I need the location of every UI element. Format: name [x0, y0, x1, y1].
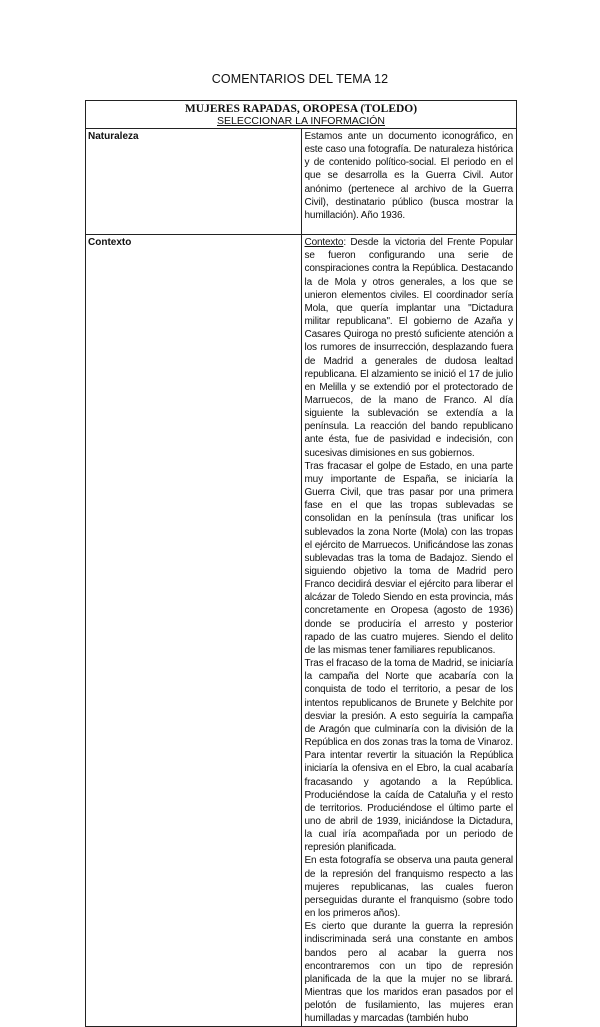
table-row-contexto	[86, 235, 517, 1027]
content-paragraph: Tras fracasar el golpe de Estado, en una parte muy importante de España, se iniciaría la Guerra Civil, que tras pasar por una primera fase en el que las tropas sublevadas se consolidan en la península (tras unificar los sublevados la zona Norte (Mola) con las tropas el ejército de Marruecos. Unificándose las zonas sublevadas tras la toma de Badajoz. Siendo el siguiendo objetivo la toma de Madrid pero Franco decidirá desviar el ejército para liberar el alcázar de Toledo Siendo en esta provincia, más concretamente en Oropesa (agosto de 1936) donde se produciría el arresto y posterior rapado de las cuatro mujeres. Siendo el delito de las mismas tener familiares republicanos.	[304, 460, 513, 656]
row-label: Naturaleza	[86, 129, 302, 235]
row-content-naturaleza	[301, 129, 517, 235]
content-paragraph: Tras el fracaso de la toma de Madrid, se iniciaría la campaña del Norte que acabaría con la conquista de todo el territorio, a pesar de los intentos republicanos de Brunete y Belchite por desviar la presión. A esto seguiría la campaña de Aragón que culminaría con la división de la República en dos zonas tras la toma de Vinaroz. Para intentar revertir la situación la República iniciaría la ofensiva en el Ebro, la cual acabaría fracasando y agotando a la República. Produciéndose la caída de Cataluña y el resto de territorios. Produciéndose el último parte el uno de abril de 1939, iniciándose la Dictadura, la cual iría acompañada por un periodo de represión planificada.	[304, 658, 513, 854]
document-title: COMENTARIOS DEL TEMA 12	[211, 72, 389, 86]
content-paragraph: Es cierto que durante la guerra la represión indiscriminada será una constante en ambos bandos pero al acabar la guerra nos encontraremos con un tipo de represión planificada de la que la mujer no se librará. Mientras que los maridos eran pasados por el pelotón de fusilamiento, las mujeres eran humilladas y marcadas (también hubo	[304, 921, 513, 1025]
table-subheading: SELECCIONAR LA INFORMACIÓN	[216, 115, 386, 127]
table-row-naturaleza	[86, 129, 517, 235]
contexto-lead: Contexto	[304, 237, 344, 249]
contexto-lead-text: : Desde la victoria del Frente Popular se fueron configurando una serie de conspiraciones contra la República. Destacando la de Mola y otros generales, a los que se unieron elementos civiles. El coordinador sería Mola, que quería implantar una "Dictadura militar republicana". El gobierno de Azaña y Casares Quiroga no prestó suficiente atención a los rumores de insurrección, desplazando fuera de Madrid a generales de dudosa lealtad republicana. El alzamiento se inició el 17 de julio en Melilla y se extendió por el protectorado de Marruecos, de la mano de Franco. Al día siguiente la sublevación se extendía a la península. La reacción del bando republicano ante ésta, fue de pasividad e indecisión, con sucesivas dimisiones en sus gobiernos.	[304, 237, 513, 459]
content-paragraph: En esta fotografía se observa una pauta general de la represión del franquismo respecto a las mujeres republicanas, las cuales fueron perseguidas durante el franquismo (sobre todo en los primeros años).	[304, 855, 513, 920]
table-heading: MUJERES RAPADAS, OROPESA (TOLEDO)	[184, 103, 418, 115]
row-label: Contexto	[86, 235, 302, 1027]
content-paragraph: Estamos ante un documento iconográfico, en este caso una fotografía. De naturaleza histórica y de contenido político-social. El periodo en el que se desarrolla es la Guerra Civil. Autor anónimo (pertenece al archivo de la Guerra Civil), destinatario público (busca mostrar la humillación). Año 1936.	[304, 131, 513, 221]
table-header-row	[86, 101, 517, 129]
row-content-contexto	[301, 235, 517, 1027]
commentary-table	[85, 100, 517, 1027]
content-paragraph	[305, 236, 514, 460]
table-header-cell	[86, 101, 517, 129]
